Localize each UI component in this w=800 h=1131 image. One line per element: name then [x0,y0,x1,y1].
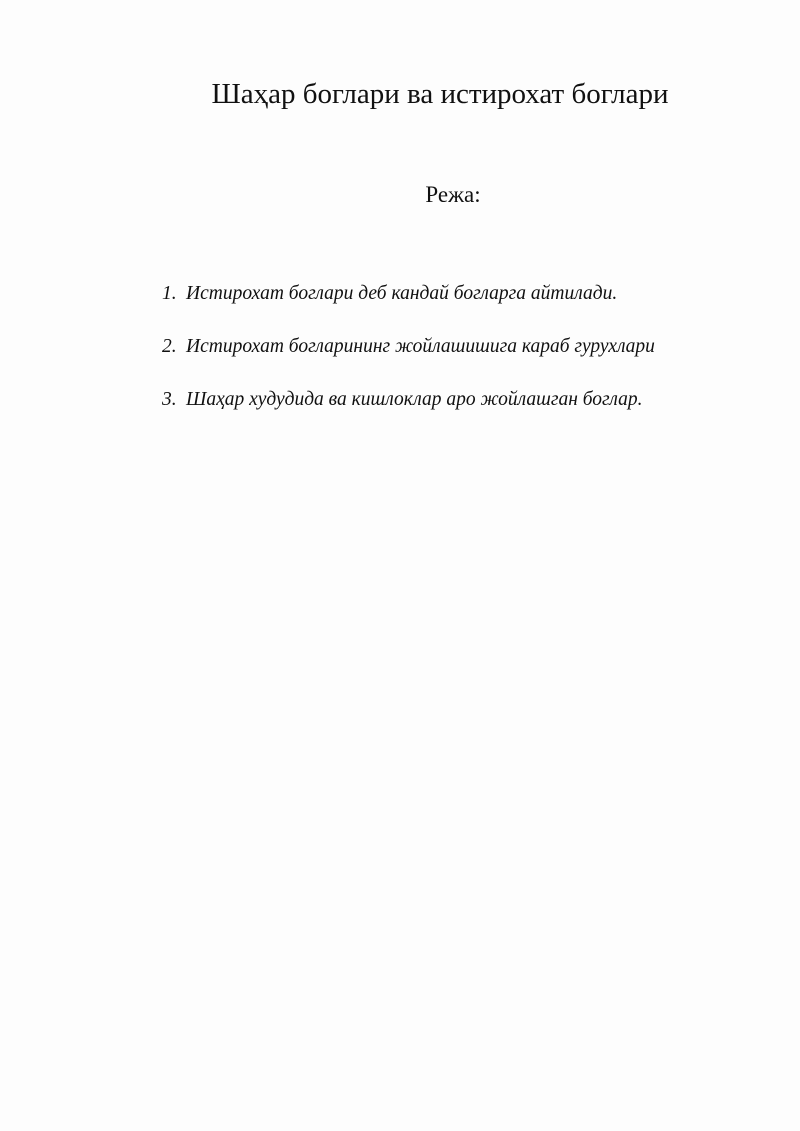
plan-item-text: Шаҳар худудида ва кишлоклар аро жойлашган боглар. [186,389,643,410]
plan-item-number: 2. [162,336,177,357]
plan-list [162,280,655,439]
plan-item [162,280,655,308]
plan-item [162,333,655,361]
plan-item-number: 1. [162,283,177,304]
plan-item-text: Истирохат боглари деб кандай богларга айтилади. [186,283,618,304]
plan-item-number: 3. [162,389,177,410]
plan-item-text: Истирохат богларининг жойлашишига караб гурухлари [186,336,655,357]
plan-heading: Режа: [425,182,481,207]
page-title: Шаҳар боглари ва истирохат боглари [211,78,669,110]
plan-item [162,386,655,414]
